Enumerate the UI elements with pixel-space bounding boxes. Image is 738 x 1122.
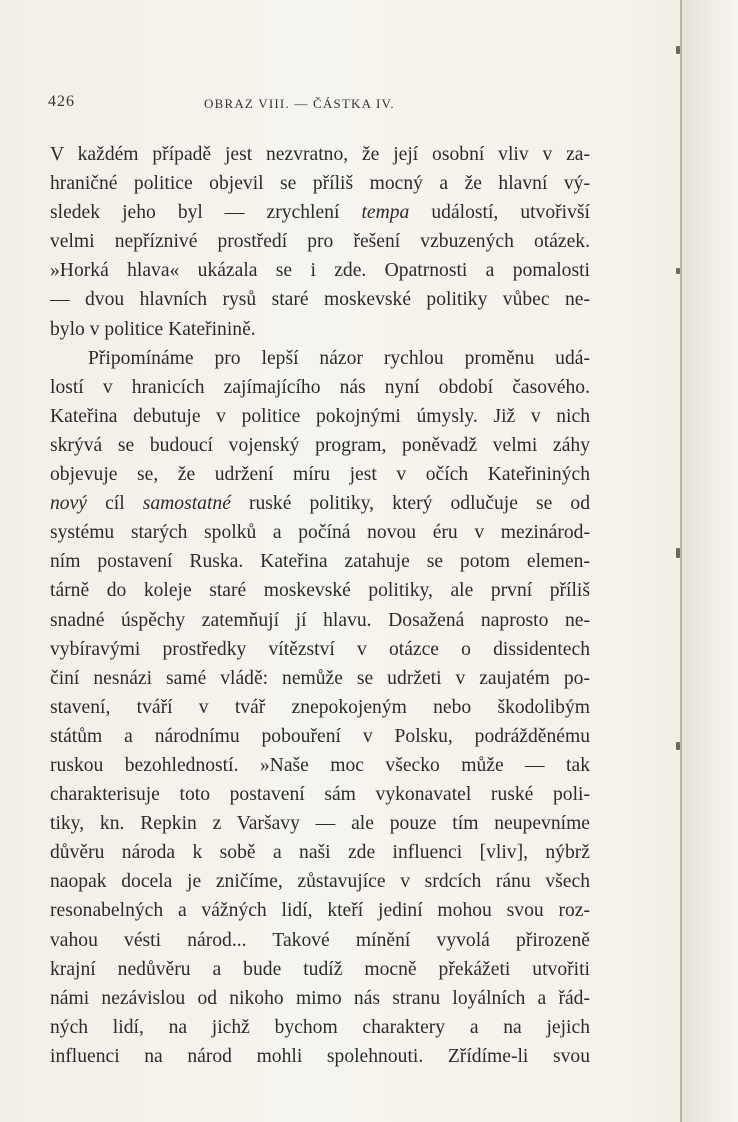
text-line [50, 489, 590, 518]
binding-mark [676, 548, 680, 558]
running-title: OBRAZ VIII. — ČÁSTKA IV. [204, 96, 395, 111]
binding-mark [676, 46, 680, 54]
text-line: tárně do koleje staré moskevské politiky, ale první příliš [50, 580, 590, 602]
text-line: bylo v politice Kateřinině. [50, 318, 256, 340]
text-line: resonabelných a vážných lidí, kteří jediní mohou svou roz- [50, 900, 590, 922]
text-line: Kateřina debutuje v politice pokojnými úmysly. Již v nich [50, 405, 590, 427]
text-line: ruskou bezohledností. »Naše moc všecko může — tak [50, 754, 590, 776]
text-line: vybíravými prostředky vítězství v otázce o dissidentech [50, 638, 590, 660]
emphasis: tempa [361, 202, 410, 224]
text-line: skrývá se budoucí vojenský program, poněvadž velmi záhy [50, 434, 590, 456]
text-line: naopak docela je zničíme, zůstavujíce v srdcích ránu všech [50, 871, 590, 893]
text-line: státům a národnímu pobouření v Polsku, podrážděnému [50, 725, 590, 747]
emphasis: nový [50, 493, 87, 515]
body-text [50, 140, 590, 1071]
running-header [48, 93, 598, 115]
text-segment: událostí, utvořivší [409, 202, 590, 224]
text-line: influenci na národ mohli spolehnouti. Zřídíme-li svou [50, 1045, 590, 1067]
text-line: ním postavení Ruska. Kateřina zatahuje se potom elemen- [50, 551, 590, 573]
text-line: — dvou hlavních rysů staré moskevské politiky vůbec ne- [50, 289, 590, 311]
text-line: stavení, tváří v tvář znepokojeným nebo škodolibým [50, 696, 590, 718]
page-number: 426 [48, 93, 75, 110]
text-line: charakterisuje toto postavení sám vykonavatel ruské poli- [50, 784, 590, 806]
text-segment: sledek jeho byl — zrychlení [50, 202, 362, 224]
text-line: V každém případě jest nezvratno, že její osobní vliv v za- [50, 144, 590, 165]
text-line: velmi nepříznivé prostředí pro řešení vzbuzených otázek. [50, 231, 590, 253]
text-line: vahou vésti národ... Takové mínění vyvolá přirozeně [50, 929, 590, 951]
text-line: krajní nedůvěru a bude tudíž mocně překážeti utvořiti [50, 958, 590, 980]
text-line: tiky, kn. Repkin z Varšavy — ale pouze tím neupevníme [50, 813, 590, 835]
text-line: ných lidí, na jichž bychom charaktery a na jejich [50, 1016, 590, 1038]
text-line: snadné úspěchy zatemňují jí hlavu. Dosažená naprosto ne- [50, 609, 590, 631]
text-segment: ruské politiky, který odlučuje se od [230, 493, 590, 515]
binding-mark [676, 742, 680, 750]
text-line [50, 198, 590, 227]
page-gutter [682, 0, 738, 1122]
text-line: systému starých spolků a počíná novou éru v mezinárod- [50, 522, 590, 544]
text-line: důvěru národa k sobě a naši zde influenci [vliv], nýbrž [50, 842, 590, 864]
text-line: lostí v hranicích zajímajícího nás nyní období časového. [50, 376, 590, 398]
text-line: objevuje se, že udržení míru jest v očích Kateřininých [50, 464, 590, 486]
text-line: činí nesnázi samé vládě: nemůže se udržeti v zaujatém po- [50, 667, 590, 689]
text-line: námi nezávislou od nikoho mimo nás stranu loyálních a řád- [50, 987, 590, 1009]
binding-edge [680, 0, 682, 1122]
text-line: Připomínáme pro lepší názor rychlou proměnu udá- [88, 347, 590, 369]
text-line: »Horká hlava« ukázala se i zde. Opatrnosti a pomalosti [50, 260, 590, 282]
text-line: hraničné politice objevil se příliš mocný a že hlavní vý- [50, 173, 590, 195]
binding-mark [676, 268, 680, 274]
emphasis: samostatné [142, 493, 231, 515]
text-segment: cíl [87, 493, 143, 515]
